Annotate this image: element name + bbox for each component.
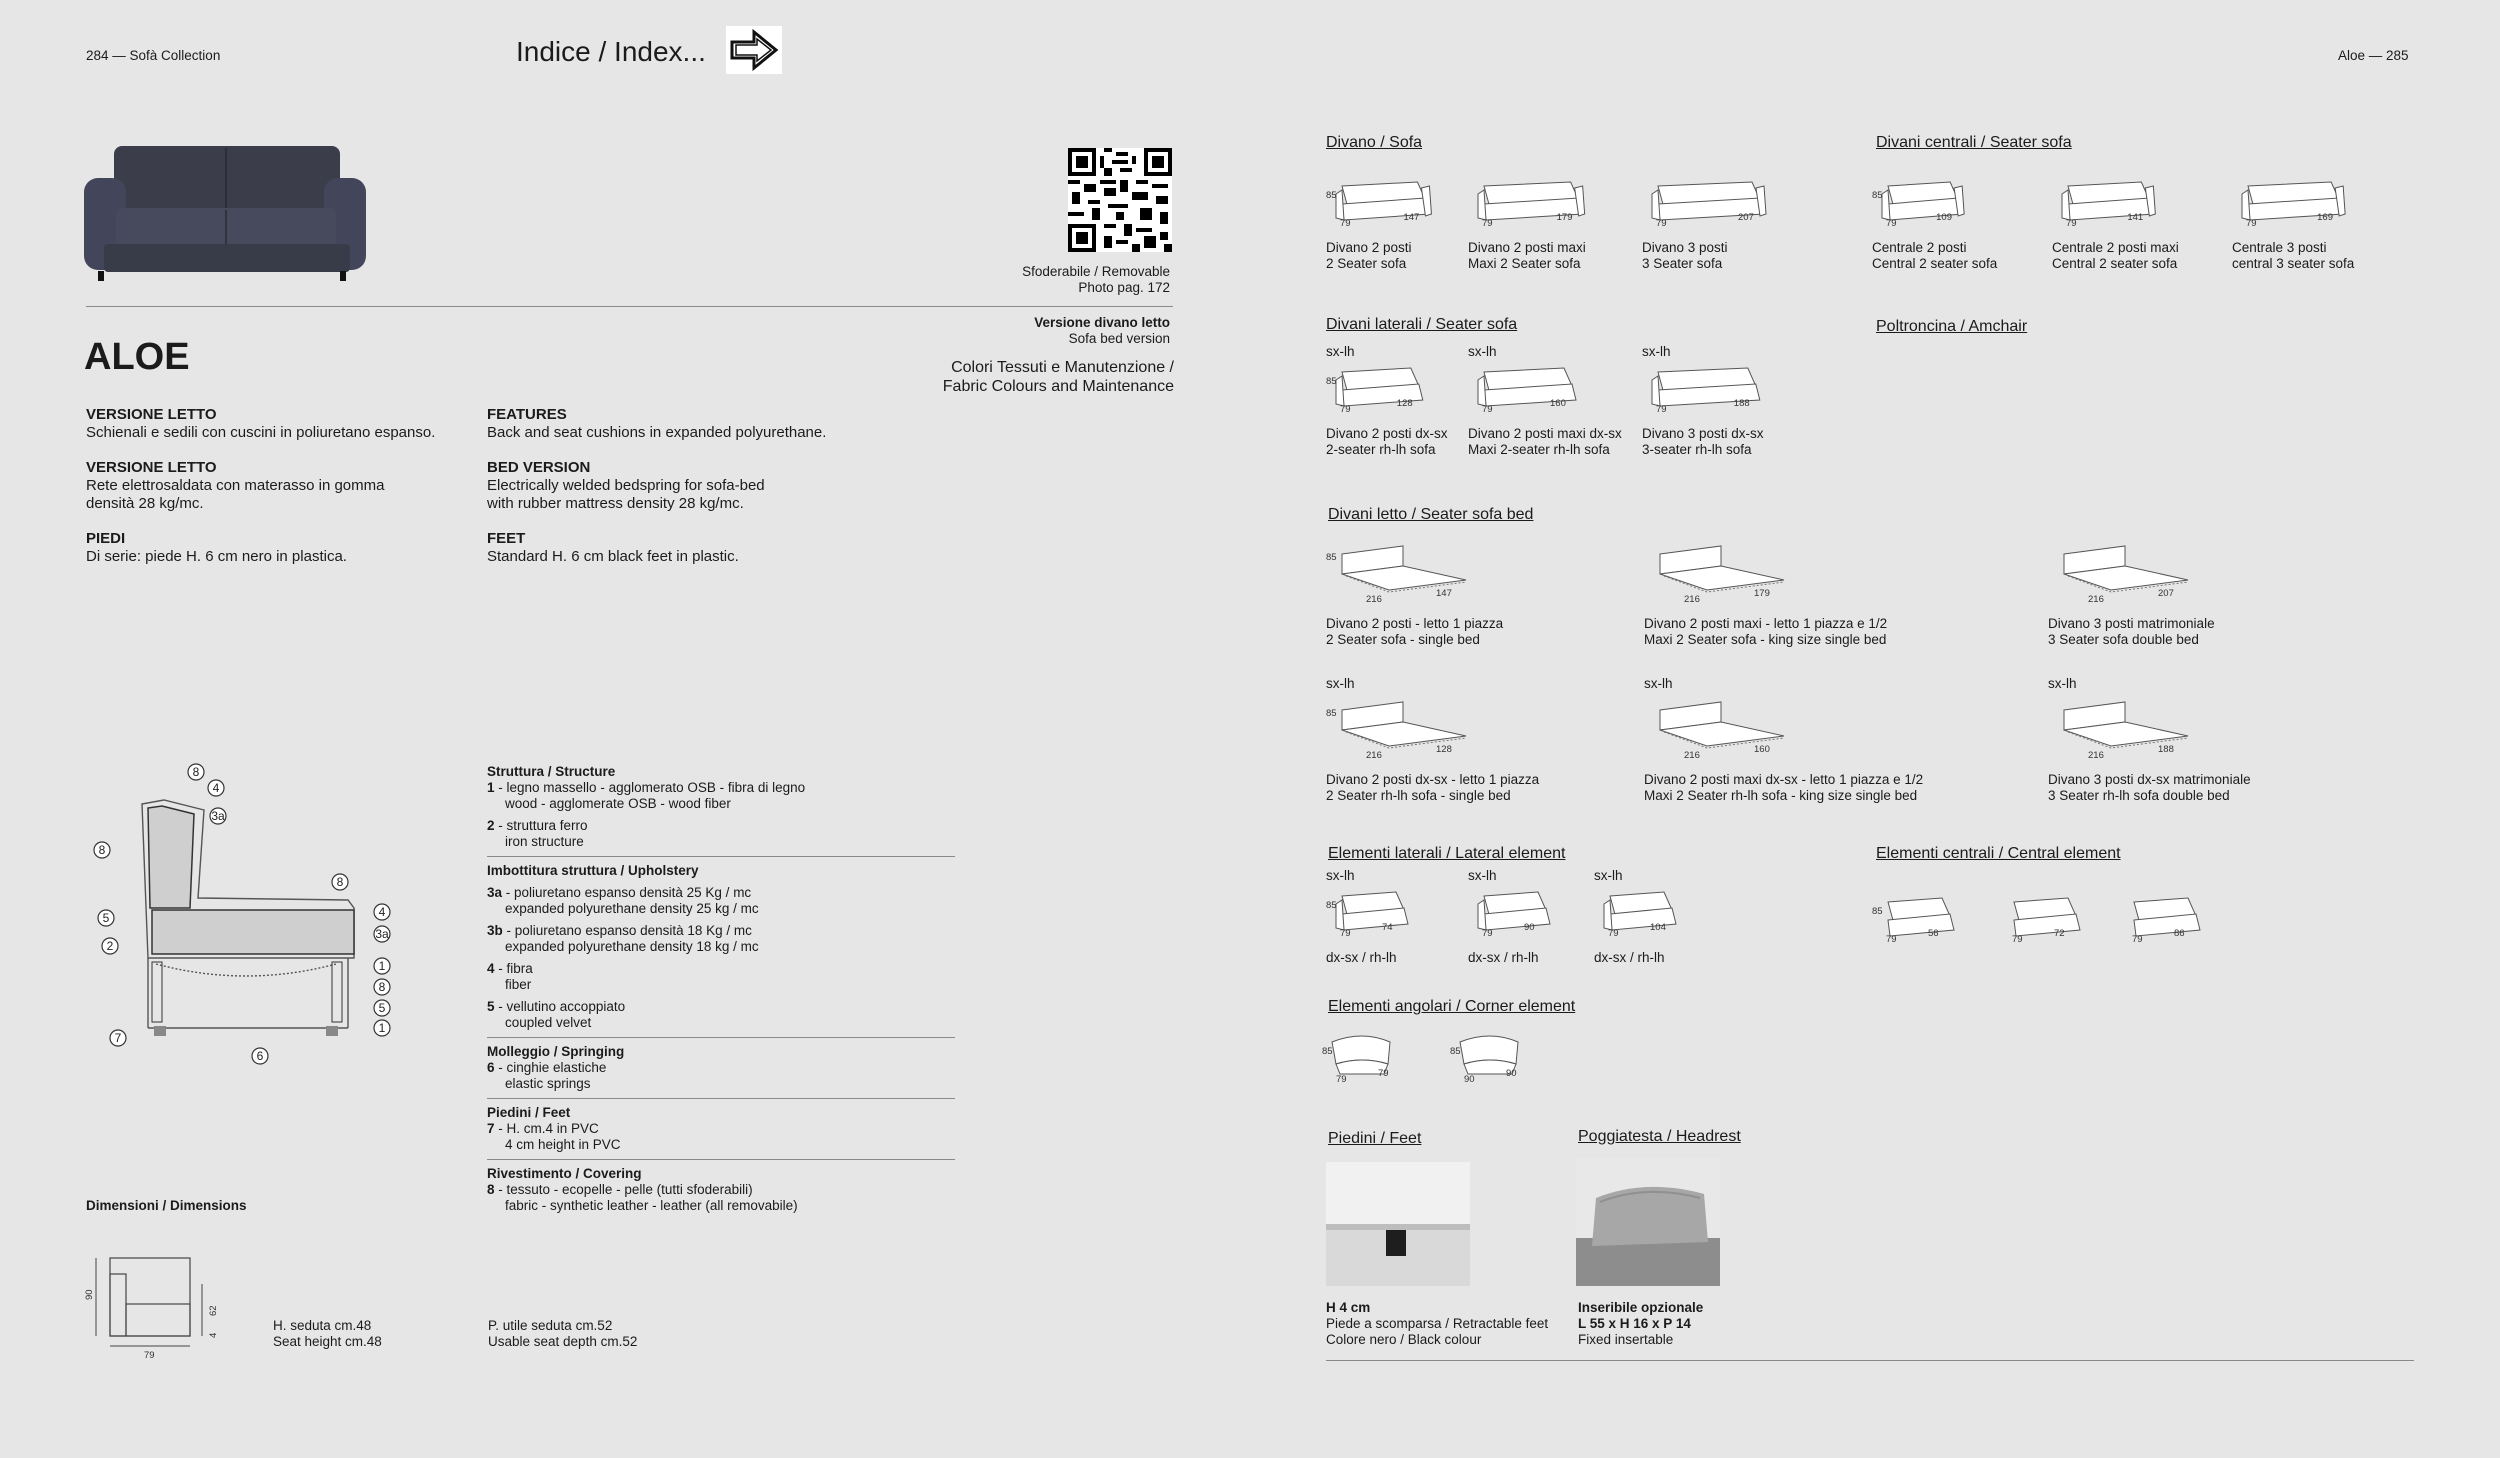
feature-text: Standard H. 6 cm black feet in plastic. [487, 548, 739, 565]
product-item[interactable] [1326, 676, 1539, 804]
sofa-thumbnail-icon [1450, 1030, 1560, 1086]
svg-text:179: 179 [1754, 588, 1770, 599]
item-label: dx-sx / rh-lh [1594, 950, 1665, 965]
sofa-thumbnail-icon [1642, 174, 1792, 230]
structure-list [487, 764, 955, 1214]
seat-depth-it: P. utile seduta cm.52 [488, 1318, 613, 1333]
svg-text:79: 79 [1378, 1068, 1389, 1079]
svg-text:5: 5 [378, 1001, 386, 1015]
svg-text:85: 85 [1326, 376, 1337, 388]
sofa-thumbnail-icon [1468, 360, 1604, 416]
item-label: Divano 3 posti dx-sx matrimoniale [2048, 772, 2251, 787]
seat-height [273, 1318, 382, 1350]
section-head: Imbottitura struttura / Upholstery [487, 863, 699, 878]
item-label: dx-sx / rh-lh [1326, 950, 1397, 965]
svg-text:56: 56 [1928, 928, 1939, 939]
headrest-size: L 55 x H 16 x P 14 [1578, 1316, 1691, 1331]
item-label: Divano 2 posti dx-sx - letto 1 piazza [1326, 772, 1540, 787]
svg-text:79: 79 [1339, 217, 1351, 229]
side-tag: sx-lh [1642, 344, 1671, 359]
product-item[interactable] [1326, 868, 1436, 966]
sofa-thumbnail-icon [1998, 890, 2108, 946]
section-lateral-element[interactable]: Elementi laterali / Lateral element [1328, 845, 1566, 862]
svg-text:79: 79 [1608, 928, 1619, 939]
svg-text:188: 188 [2158, 744, 2174, 755]
item-label-en: 3-seater rh-lh sofa [1642, 442, 1752, 457]
svg-text:85: 85 [1326, 190, 1337, 202]
product-item[interactable] [1998, 890, 2108, 946]
product-item[interactable] [1644, 536, 1887, 648]
struct-item: 7 - H. cm.4 in PVC [487, 1121, 599, 1136]
left-folio: 284 — Sofà Collection [86, 48, 221, 63]
svg-text:216: 216 [1684, 750, 1700, 761]
struct-item-en: elastic springs [505, 1076, 591, 1091]
dimensions-diagram [86, 1234, 226, 1364]
item-label: Divano 2 posti - letto 1 piazza [1326, 616, 1504, 631]
svg-text:207: 207 [1738, 212, 1754, 223]
product-item[interactable] [1468, 174, 1611, 272]
item-label-en: Central 2 seater sofa [2052, 256, 2178, 271]
svg-text:216: 216 [2088, 594, 2104, 605]
svg-text:2: 2 [106, 939, 114, 953]
struct-item-en: wood - agglomerate OSB - wood fiber [505, 796, 731, 811]
item-label-en: Maxi 2 Seater sofa - king size single bed [1644, 632, 1887, 647]
svg-text:79: 79 [2012, 934, 2023, 945]
product-item[interactable] [1326, 344, 1451, 458]
svg-text:85: 85 [1450, 1046, 1461, 1057]
features-it [86, 406, 466, 566]
svg-text:74: 74 [1382, 922, 1393, 933]
svg-text:79: 79 [1482, 928, 1493, 939]
item-label-en: 2 Seater sofa [1326, 256, 1407, 271]
feature-text: Electrically welded bedspring for sofa-bed with rubber mattress density 28 kg/mc. [487, 477, 765, 512]
sofa-thumbnail-icon [1326, 536, 1506, 606]
sofa-thumbnail-icon [1872, 890, 1982, 946]
svg-text:7: 7 [114, 1031, 122, 1045]
feet-type: Piede a scomparsa / Retractable feet [1326, 1316, 1549, 1331]
struct-item: 3b - poliuretano espanso densità 18 Kg / mc [487, 923, 752, 938]
section-feet[interactable]: Piedini / Feet [1328, 1130, 1422, 1147]
svg-text:85: 85 [1872, 906, 1883, 917]
product-item[interactable] [1326, 536, 1506, 648]
struct-item: 2 - struttura ferro [487, 818, 588, 833]
svg-text:86: 86 [2174, 928, 2185, 939]
colours-link[interactable] [860, 358, 1174, 396]
svg-text:79: 79 [1340, 928, 1351, 939]
sofa-bed-version-it: Versione divano letto [1034, 315, 1170, 330]
item-label-en: Maxi 2 Seater sofa [1468, 256, 1581, 271]
side-tag: sx-lh [1644, 676, 1673, 691]
sofa-thumbnail-icon [1326, 884, 1436, 940]
sofa-thumbnail-icon [1468, 174, 1611, 230]
svg-text:8: 8 [378, 980, 386, 994]
svg-text:5: 5 [102, 911, 110, 925]
item-label-en: 3 Seater rh-lh sofa double bed [2048, 788, 2230, 803]
seat-height-it: H. seduta cm.48 [273, 1318, 372, 1333]
svg-text:169: 169 [2317, 211, 2333, 223]
item-label: Divano 3 posti dx-sx [1642, 426, 1764, 441]
struct-item: 4 - fibra [487, 961, 533, 976]
svg-text:90: 90 [1524, 922, 1535, 933]
svg-text:128: 128 [1436, 744, 1452, 755]
product-item[interactable] [2048, 676, 2251, 804]
section-lateral[interactable]: Divani laterali / Seater sofa [1326, 316, 1518, 333]
feature-head: FEET [487, 530, 526, 547]
sofa-thumbnail-icon [2048, 536, 2228, 606]
section-head: Molleggio / Springing [487, 1044, 625, 1059]
product-item[interactable] [2052, 174, 2181, 272]
dimensions-title: Dimensioni / Dimensions [86, 1198, 247, 1213]
sofa-thumbnail-icon [1468, 884, 1578, 940]
svg-text:216: 216 [2088, 750, 2104, 761]
section-head: Struttura / Structure [487, 764, 616, 779]
svg-text:85: 85 [1872, 190, 1883, 202]
svg-text:216: 216 [1366, 750, 1382, 761]
svg-text:4: 4 [378, 905, 386, 919]
svg-text:79: 79 [1481, 217, 1493, 229]
right-folio: Aloe — 285 [2338, 48, 2409, 63]
item-label-en: 2 Seater rh-lh sofa - single bed [1326, 788, 1511, 803]
product-item[interactable] [1468, 868, 1578, 966]
svg-text:109: 109 [1936, 211, 1952, 223]
struct-item-en: expanded polyurethane density 25 kg / mc [505, 901, 759, 916]
svg-text:79: 79 [144, 1350, 155, 1361]
struct-item-en: coupled velvet [505, 1015, 592, 1030]
product-item[interactable] [1642, 174, 1792, 272]
struct-item: 1 - legno massello - agglomerato OSB - fibra di legno [487, 780, 806, 795]
features-en [487, 406, 907, 566]
svg-text:4: 4 [212, 781, 220, 795]
item-label-en: Central 2 seater sofa [1872, 256, 1998, 271]
sofa-thumbnail-icon [1872, 174, 1990, 230]
svg-text:62: 62 [208, 1305, 219, 1316]
svg-text:4: 4 [208, 1332, 219, 1338]
item-label: Centrale 3 posti [2232, 240, 2327, 255]
item-label: Divano 2 posti maxi dx-sx [1468, 426, 1622, 441]
section-head: Rivestimento / Covering [487, 1166, 642, 1181]
sofa-bed-version-en: Sofa bed version [1068, 331, 1170, 346]
item-label: Divano 2 posti maxi [1468, 240, 1586, 255]
product-item[interactable] [1872, 890, 1982, 946]
svg-text:85: 85 [1326, 900, 1337, 911]
svg-text:1: 1 [378, 1021, 386, 1035]
feature-text: Schienali e sedili con cuscini in poliuretano espanso. [86, 424, 436, 441]
feature-text: Di serie: piede H. 6 cm nero in plastica. [86, 548, 347, 565]
item-label: Divano 3 posti matrimoniale [2048, 616, 2215, 631]
sofa-thumbnail-icon [1326, 174, 1457, 230]
product-photo [84, 140, 366, 290]
section-sofa-bed[interactable]: Divani letto / Seater sofa bed [1328, 506, 1534, 523]
svg-text:79: 79 [1482, 404, 1493, 415]
feet-height: H 4 cm [1326, 1300, 1371, 1315]
seat-depth [488, 1318, 637, 1350]
side-tag: sx-lh [1326, 676, 1355, 691]
item-label: Divano 2 posti maxi dx-sx - letto 1 piazza e 1/2 [1644, 772, 1924, 787]
feet-photo [1326, 1162, 1470, 1286]
side-tag: sx-lh [1594, 868, 1623, 883]
seat-height-en: Seat height cm.48 [273, 1334, 382, 1349]
side-tag: sx-lh [1468, 868, 1497, 883]
product-item[interactable] [1468, 344, 1622, 458]
svg-text:79: 79 [1886, 934, 1897, 945]
colours-en[interactable]: Fabric Colours and Maintenance [942, 378, 1174, 395]
feet-colour: Colore nero / Black colour [1326, 1332, 1482, 1347]
svg-text:79: 79 [1336, 1074, 1347, 1085]
svg-text:147: 147 [1403, 211, 1420, 223]
sofa-thumbnail-icon [2232, 174, 2371, 230]
side-tag: sx-lh [1326, 344, 1355, 359]
svg-text:128: 128 [1396, 397, 1413, 409]
feature-head: VERSIONE LETTO [86, 459, 217, 476]
product-item[interactable] [1326, 174, 1457, 272]
product-item[interactable] [1642, 344, 1788, 458]
sofa-thumbnail-icon [1326, 692, 1506, 762]
struct-item: 3a - poliuretano espanso densità 25 Kg / mc [487, 885, 752, 900]
product-item[interactable] [2118, 890, 2228, 946]
svg-text:79: 79 [1339, 403, 1351, 415]
arrow-right-icon[interactable] [726, 26, 782, 74]
svg-text:6: 6 [256, 1049, 264, 1063]
svg-text:79: 79 [1885, 217, 1897, 229]
struct-item-en: 4 cm height in PVC [505, 1137, 621, 1152]
svg-text:85: 85 [1326, 708, 1337, 719]
cross-section-diagram [86, 758, 406, 1070]
item-label-en: 2 Seater sofa - single bed [1326, 632, 1480, 647]
feature-head: BED VERSION [487, 459, 591, 476]
headrest-type: Fixed insertable [1578, 1332, 1674, 1347]
side-tag: sx-lh [1468, 344, 1497, 359]
sofa-thumbnail-icon [1644, 536, 1824, 606]
item-label: Divano 3 posti [1642, 240, 1728, 255]
section-headrest[interactable]: Poggiatesta / Headrest [1578, 1128, 1741, 1145]
section-armchair[interactable]: Poltroncina / Amchair [1876, 318, 2028, 335]
svg-text:85: 85 [1326, 552, 1337, 563]
struct-item-en: fabric - synthetic leather - leather (all removabile) [505, 1198, 798, 1213]
feature-text: Rete elettrosaldata con materasso in gomma densità 28 kg/mc. [86, 477, 385, 512]
svg-text:79: 79 [1656, 218, 1667, 229]
product-title: ALOE [84, 336, 190, 378]
feet-info [1326, 1300, 1548, 1348]
sofa-thumbnail-icon [1594, 884, 1704, 940]
section-central[interactable]: Divani centrali / Seater sofa [1876, 134, 2072, 151]
struct-item: 5 - vellutino accoppiato [487, 999, 626, 1014]
item-label-en: 3 Seater sofa double bed [2048, 632, 2199, 647]
svg-text:85: 85 [1322, 1046, 1333, 1057]
section-sofa[interactable]: Divano / Sofa [1326, 134, 1423, 151]
sofa-thumbnail-icon [2118, 890, 2228, 946]
product-item[interactable] [1872, 174, 1997, 272]
svg-text:72: 72 [2054, 928, 2065, 939]
product-item[interactable] [1322, 1030, 1432, 1086]
svg-text:3a: 3a [211, 809, 225, 823]
svg-text:160: 160 [1550, 398, 1566, 409]
struct-item-en: iron structure [505, 834, 584, 849]
side-tag: sx-lh [2048, 676, 2077, 691]
feature-text: Back and seat cushions in expanded polyurethane. [487, 424, 827, 441]
side-tag: sx-lh [1326, 868, 1355, 883]
svg-text:188: 188 [1733, 397, 1750, 409]
index-link[interactable]: Indice / Index... [516, 36, 706, 67]
svg-text:3a: 3a [375, 927, 389, 941]
sofa-thumbnail-icon [1642, 360, 1788, 416]
product-item[interactable] [1594, 868, 1704, 966]
section-head: Piedini / Feet [487, 1105, 571, 1120]
headrest-info [1578, 1300, 1703, 1348]
struct-item: 8 - tessuto - ecopelle - pelle (tutti sfoderabili) [487, 1182, 753, 1197]
product-item[interactable] [1644, 676, 1923, 804]
feature-head: VERSIONE LETTO [86, 406, 217, 423]
svg-text:179: 179 [1556, 211, 1573, 223]
feature-head: FEATURES [487, 406, 567, 423]
product-item[interactable] [2232, 174, 2371, 272]
svg-text:79: 79 [2065, 217, 2077, 229]
headrest-optional: Inseribile opzionale [1578, 1300, 1704, 1315]
svg-text:79: 79 [2245, 217, 2257, 229]
item-label-en: 3 Seater sofa [1642, 256, 1723, 271]
product-item[interactable] [1450, 1030, 1560, 1086]
section-corner-element[interactable]: Elementi angolari / Corner element [1328, 998, 1576, 1015]
svg-text:90: 90 [1464, 1074, 1475, 1085]
seat-depth-en: Usable seat depth cm.52 [488, 1334, 638, 1349]
colours-it[interactable]: Colori Tessuti e Manutenzione / [951, 359, 1174, 376]
qr-code[interactable] [1068, 148, 1172, 252]
svg-text:216: 216 [1684, 594, 1700, 605]
item-label-en: central 3 seater sofa [2232, 256, 2355, 271]
svg-text:147: 147 [1436, 588, 1452, 599]
removable-note: Sfoderabile / Removable [1022, 264, 1170, 279]
struct-item-en: expanded polyurethane density 18 kg / mc [505, 939, 759, 954]
product-item[interactable] [2048, 536, 2228, 648]
svg-text:90: 90 [1506, 1068, 1517, 1079]
item-label-en: 2-seater rh-lh sofa [1326, 442, 1436, 457]
item-label-en: Maxi 2-seater rh-lh sofa [1468, 442, 1610, 457]
svg-text:8: 8 [336, 875, 344, 889]
svg-text:216: 216 [1366, 594, 1382, 605]
struct-item-en: fiber [505, 977, 532, 992]
headrest-photo [1576, 1158, 1720, 1286]
struct-item: 6 - cinghie elastiche [487, 1060, 607, 1075]
section-central-element[interactable]: Elementi centrali / Central element [1876, 845, 2121, 862]
svg-text:8: 8 [192, 765, 200, 779]
svg-text:207: 207 [2158, 588, 2174, 599]
feature-head: PIEDI [86, 530, 126, 547]
item-label: Centrale 2 posti [1872, 240, 1967, 255]
sofa-thumbnail-icon [1644, 692, 1824, 762]
item-label: Divano 2 posti dx-sx [1326, 426, 1448, 441]
sofa-thumbnail-icon [2048, 692, 2228, 762]
sofa-thumbnail-icon [2052, 174, 2181, 230]
svg-text:141: 141 [2127, 211, 2144, 223]
svg-text:90: 90 [84, 1289, 95, 1300]
svg-text:104: 104 [1650, 922, 1666, 933]
svg-text:160: 160 [1754, 744, 1770, 755]
item-label: Divano 2 posti [1326, 240, 1412, 255]
photo-page-link[interactable]: Photo pag. 172 [1078, 280, 1170, 295]
svg-text:79: 79 [2132, 934, 2143, 945]
item-label: Divano 2 posti maxi - letto 1 piazza e 1/2 [1644, 616, 1888, 631]
sofa-thumbnail-icon [1326, 360, 1451, 416]
item-label: Centrale 2 posti maxi [2052, 240, 2179, 255]
item-label-en: Maxi 2 Seater rh-lh sofa - king size single bed [1644, 788, 1918, 803]
svg-text:8: 8 [98, 843, 106, 857]
item-label: dx-sx / rh-lh [1468, 950, 1539, 965]
svg-text:1: 1 [378, 959, 386, 973]
svg-text:79: 79 [1655, 403, 1667, 415]
sofa-thumbnail-icon [1322, 1030, 1432, 1086]
